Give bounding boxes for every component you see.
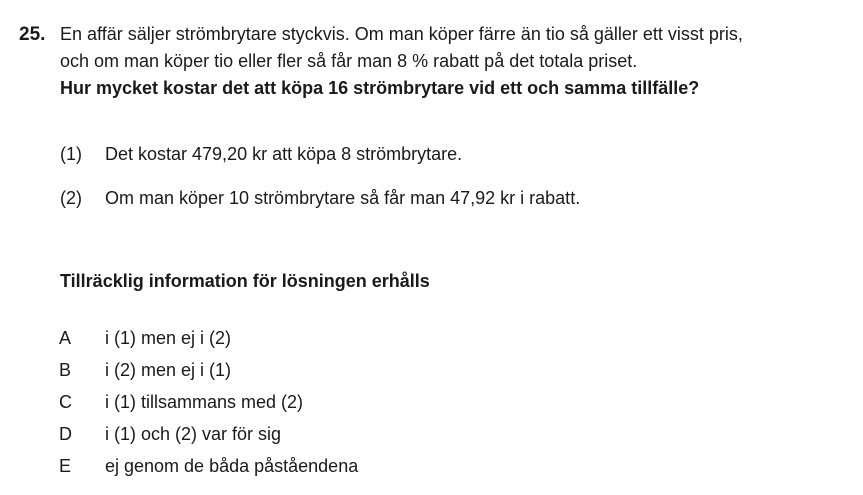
- option-letter: D: [59, 424, 72, 444]
- option-e[interactable]: [59, 450, 358, 482]
- option-b[interactable]: [59, 354, 358, 386]
- option-letter: A: [59, 328, 72, 348]
- option-c[interactable]: [59, 386, 358, 418]
- statement-text: Om man köper 10 strömbrytare så får man 47,92 kr i rabatt.: [105, 188, 581, 208]
- option-text: i (2) men ej i (1): [105, 360, 232, 380]
- option-letter: E: [59, 456, 72, 476]
- option-text: i (1) tillsammans med (2): [105, 392, 304, 412]
- question-number: 25.: [19, 24, 46, 45]
- statement-label: (1): [60, 144, 82, 164]
- question-intro-line-2: och om man köper tio eller fler så får man 8 % rabatt på det totala priset.: [60, 51, 638, 71]
- statements-list: [60, 141, 580, 229]
- option-d[interactable]: [59, 418, 358, 450]
- statement-label: (2): [60, 188, 82, 208]
- statement-1: [60, 141, 580, 168]
- option-letter: C: [59, 392, 72, 412]
- option-letter: B: [59, 360, 72, 380]
- option-text: i (1) men ej i (2): [105, 328, 232, 348]
- statement-text: Det kostar 479,20 kr att köpa 8 strömbrytare.: [105, 144, 463, 164]
- info-heading: Tillräcklig information för lösningen erhålls: [60, 271, 430, 291]
- option-text: ej genom de båda påståendena: [105, 456, 359, 476]
- question-row: [19, 21, 849, 102]
- question-intro-line-1: En affär säljer strömbrytare styckvis. Om man köper färre än tio så gäller ett visst pris,: [60, 24, 743, 44]
- statement-2: [60, 185, 580, 212]
- option-text: i (1) och (2) var för sig: [105, 424, 282, 444]
- question-prompt: Hur mycket kostar det att köpa 16 strömbrytare vid ett och samma tillfälle?: [60, 78, 700, 98]
- answer-options: [59, 322, 358, 482]
- question-block: [19, 21, 849, 102]
- question-body: [60, 21, 849, 102]
- option-a[interactable]: [59, 322, 358, 354]
